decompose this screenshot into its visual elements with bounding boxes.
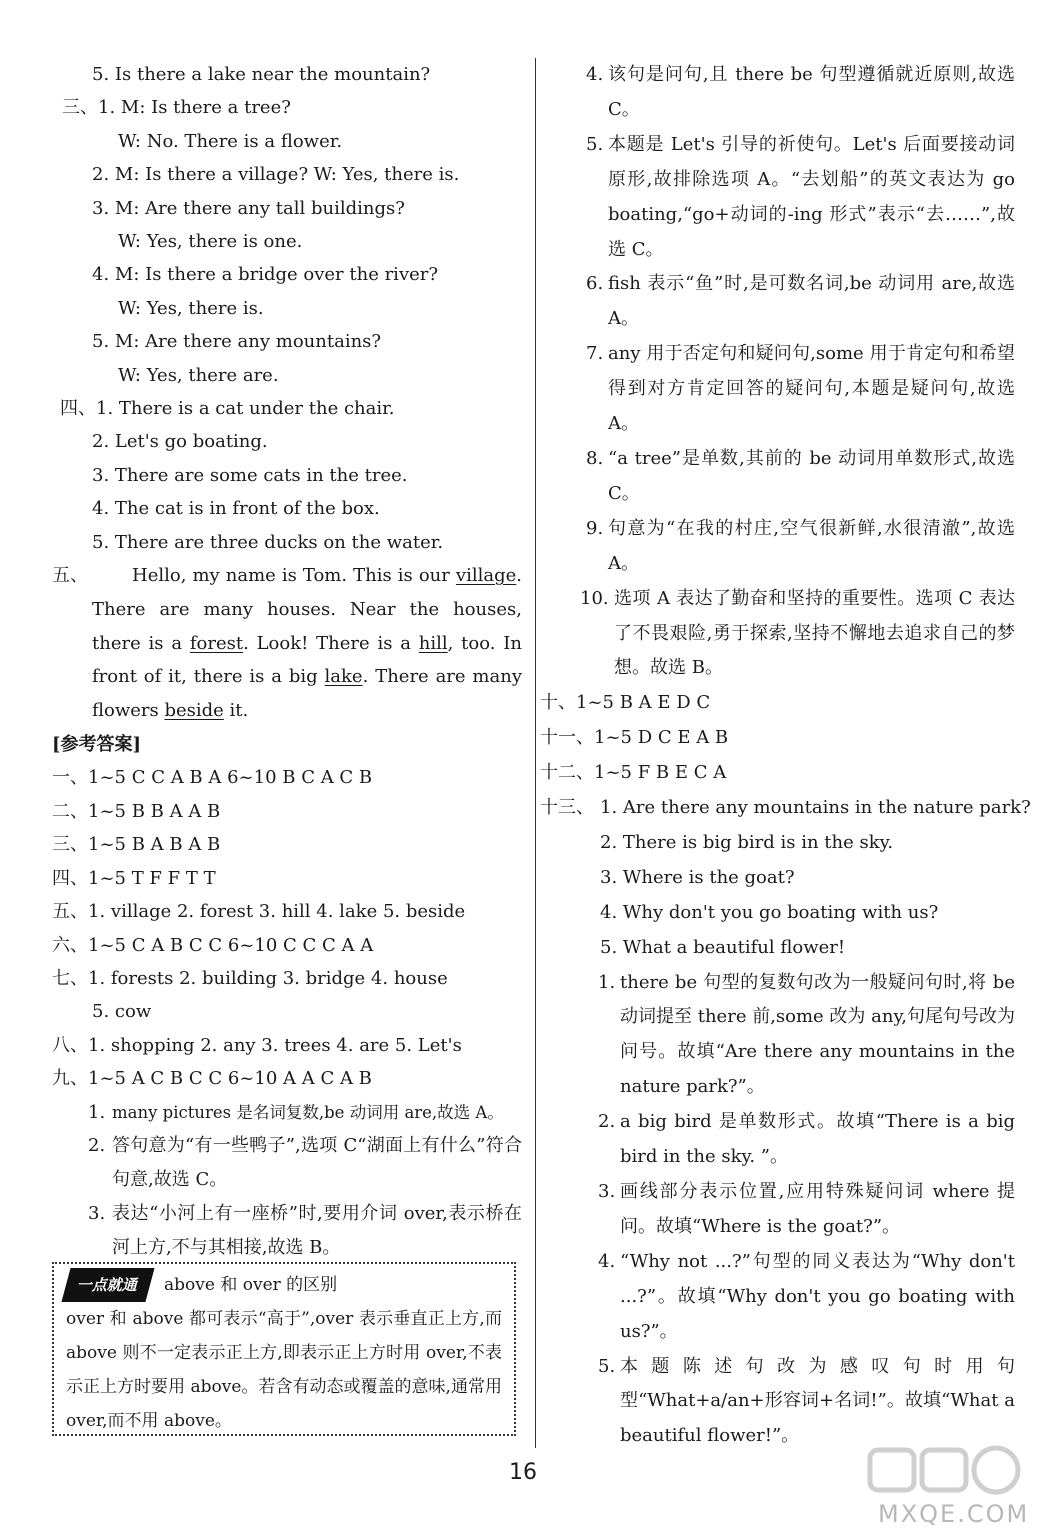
- text-line: 4. M: Is there a bridge over the river?: [92, 264, 439, 286]
- explanation-item: [540, 267, 1015, 337]
- answer-word: forest: [189, 632, 244, 654]
- text-line: W: Yes, there are.: [118, 364, 279, 386]
- item-number: 5.: [586, 133, 604, 155]
- explanation-text: any 用于否定句和疑问句,some 用于肯定句和希望得到对方肯定回答的疑问句,本题是疑问句,故选 A。: [608, 343, 1015, 435]
- item-number: 2.: [88, 1135, 106, 1157]
- answer-sentence: 4. Why don't you go boating with us?: [600, 901, 939, 923]
- item-number: 3.: [598, 1181, 616, 1202]
- explanation-item: [540, 582, 1015, 687]
- passage-text: . There are many houses. Near the houses, there is a: [92, 565, 522, 654]
- explanation-item: [540, 442, 1015, 512]
- section-label: 五、: [52, 565, 88, 587]
- explanation-item: [540, 1245, 1015, 1350]
- explanation-item: [540, 128, 1015, 268]
- section-label: 十三、: [540, 797, 594, 819]
- explanation-text: 本题陈述句改为感叹句时用句型“What+a/an+形容词+名词!”。故填“What a beautiful flower!”。: [620, 1355, 1015, 1447]
- explanation-text: “a tree”是单数,其前的 be 动词用单数形式,故选 C。: [608, 447, 1015, 504]
- text-line: 2. Let's go boating.: [92, 431, 268, 453]
- left-column: [52, 58, 522, 1265]
- item-number: 1.: [598, 971, 616, 993]
- text-line: 5. There are three ducks on the water.: [92, 531, 444, 553]
- answer-line: 二、1~5 B B A A B: [52, 800, 221, 822]
- explanation-item: [52, 1197, 522, 1265]
- passage-text: , too. In front of it, there is a big: [92, 632, 522, 688]
- item-number: 8.: [586, 447, 604, 469]
- answer-sentence: 1. Are there any mountains in the nature park?: [600, 797, 1031, 819]
- item-number: 10.: [580, 587, 609, 609]
- passage-text: . There are many flowers: [92, 666, 522, 722]
- explanation-item: [540, 1350, 1015, 1455]
- answer-word: beside: [164, 700, 224, 722]
- tip-body: over 和 above 都可表示“高于”,over 表示垂直正上方,而 above 则不一定表示正上方,即表示正上方时用 over,不表示正上方时要用 above。若含有动态或覆盖的意味,通常用 over,而不用 above。: [66, 1309, 502, 1431]
- answer-line: 六、1~5 C A B C C 6~10 C C C A A: [52, 934, 374, 956]
- text-line: W: No. There is a flower.: [118, 130, 343, 152]
- item-number: 1.: [88, 1101, 106, 1123]
- item-number: 3.: [88, 1202, 106, 1224]
- answer-sentence: 2. There is big bird is in the sky.: [600, 831, 894, 853]
- answer-line: 十、1~5 B A E D C: [540, 692, 711, 714]
- item-number: 5.: [598, 1355, 616, 1377]
- answer-line: 一、1~5 C C A B A 6~10 B C A C B: [52, 767, 373, 789]
- answer-line: 五、1. village 2. forest 3. hill 4. lake 5. beside: [52, 901, 466, 923]
- answer-line: [540, 791, 1031, 826]
- item-number: 4.: [598, 1250, 616, 1272]
- answer-line: 八、1. shopping 2. any 3. trees 4. are 5. Let's: [52, 1034, 462, 1056]
- text-line: 5. Is there a lake near the mountain?: [92, 64, 431, 85]
- text-line: W: Yes, there is one.: [118, 231, 303, 253]
- text-line: 2. M: Is there a village? W: Yes, there is.: [92, 164, 460, 186]
- tip-tag: 一点就通: [61, 1268, 154, 1302]
- answer-line: 九、1~5 A C B C C 6~10 A A C A B: [52, 1068, 372, 1090]
- explanation-item: [540, 1105, 1015, 1175]
- item-number: 6.: [586, 273, 604, 295]
- tip-box: [52, 1262, 516, 1436]
- answer-sentence: 5. What a beautiful flower!: [600, 936, 846, 958]
- item-number: 9.: [586, 517, 604, 539]
- passage-text: . Look! There is a: [243, 632, 411, 654]
- item-number: 4.: [586, 64, 604, 85]
- explanation-text: a big bird 是单数形式。故填“There is a big bird in the sky. ”。: [620, 1111, 1015, 1168]
- passage-text: Hello, my name is Tom. This is our: [132, 565, 450, 587]
- tip-title: above 和 over 的区别: [164, 1275, 338, 1295]
- answer-line: 三、1~5 B A B A B: [52, 834, 221, 856]
- text-line: 3. There are some cats in the tree.: [92, 464, 408, 486]
- passage-paragraph: [52, 559, 522, 728]
- text-line: W: Yes, there is.: [118, 297, 264, 319]
- explanation-text: many pictures 是名词复数,be 动词用 are,故选 A。: [112, 1102, 504, 1122]
- explanation-item: [540, 1175, 1015, 1245]
- watermark-text: MXQE.COM: [878, 1500, 1030, 1528]
- explanation-item: [540, 966, 1015, 1106]
- explanation-text: 该句是问句,且 there be 句型遵循就近原则,故选 C。: [608, 64, 1015, 120]
- tip-header: [66, 1268, 502, 1302]
- reference-answer-heading: [参考答案]: [52, 734, 142, 756]
- answer-line: 四、1~5 T F F T T: [52, 867, 216, 889]
- column-divider: [535, 58, 536, 1448]
- explanation-item: [52, 1096, 522, 1130]
- text-line: 三、1. M: Is there a tree?: [62, 97, 291, 119]
- explanation-item: [540, 58, 1015, 128]
- explanation-text: 答句意为“有一些鸭子”,选项 C“湖面上有什么”符合句意,故选 C。: [112, 1135, 522, 1191]
- explanation-item: [540, 512, 1015, 582]
- text-line: 5. M: Are there any mountains?: [92, 331, 382, 353]
- explanation-text: there be 句型的复数句改为一般疑问句时,将 be 动词提至 there 前,some 改为 any,句尾句号改为问号。故填“Are there any mountains in the nature park?”。: [620, 971, 1015, 1098]
- explanation-text: 表达“小河上有一座桥”时,要用介词 over,表示桥在河上方,不与其相接,故选 B。: [112, 1202, 522, 1258]
- explanation-item: [540, 337, 1015, 442]
- item-number: 2.: [598, 1111, 616, 1133]
- explanation-text: 画线部分表示位置,应用特殊疑问词 where 提问。故填“Where is the goat?”。: [620, 1181, 1015, 1237]
- answer-line: 十一、1~5 D C E A B: [540, 727, 729, 749]
- answer-word: lake: [324, 666, 363, 688]
- text-line: 3. M: Are there any tall buildings?: [92, 197, 405, 219]
- answer-line: 七、1. forests 2. building 3. bridge 4. house: [52, 967, 448, 989]
- explanation-text: 句意为“在我的村庄,空气很新鲜,水很清澈”,故选 A。: [608, 517, 1015, 574]
- page-number: 16: [509, 1460, 537, 1485]
- explanation-item: [52, 1129, 522, 1197]
- explanation-text: 选项 A 表达了勤奋和坚持的重要性。选项 C 表达了不畏艰险,勇于探索,坚持不懈地去追求自己的梦想。故选 B。: [614, 587, 1015, 679]
- text-line: 4. The cat is in front of the box.: [92, 498, 380, 520]
- right-column: [540, 58, 1031, 1454]
- answer-word: village: [455, 565, 517, 587]
- answer-line: 十二、1~5 F B E C A: [540, 762, 727, 784]
- answer-sentence: 3. Where is the goat?: [600, 866, 795, 888]
- text-line: 四、1. There is a cat under the chair.: [60, 398, 395, 420]
- explanation-text: fish 表示“鱼”时,是可数名词,be 动词用 are,故选 A。: [608, 273, 1015, 330]
- answer-word: hill: [418, 632, 448, 654]
- answer-line: 5. cow: [92, 1001, 152, 1023]
- explanation-text: “Why not ...?”句型的同义表达为“Why don't ...?”。故填“Why don't you go boating with us?”。: [620, 1250, 1015, 1342]
- passage-text: it.: [223, 700, 249, 722]
- explanation-text: 本题是 Let's 引导的祈使句。Let's 后面要接动词原形,故排除选项 A。“去划船”的英文表达为 go boating,“go+动词的-ing 形式”表示“去……”,故选 C。: [608, 133, 1015, 260]
- item-number: 7.: [586, 343, 604, 365]
